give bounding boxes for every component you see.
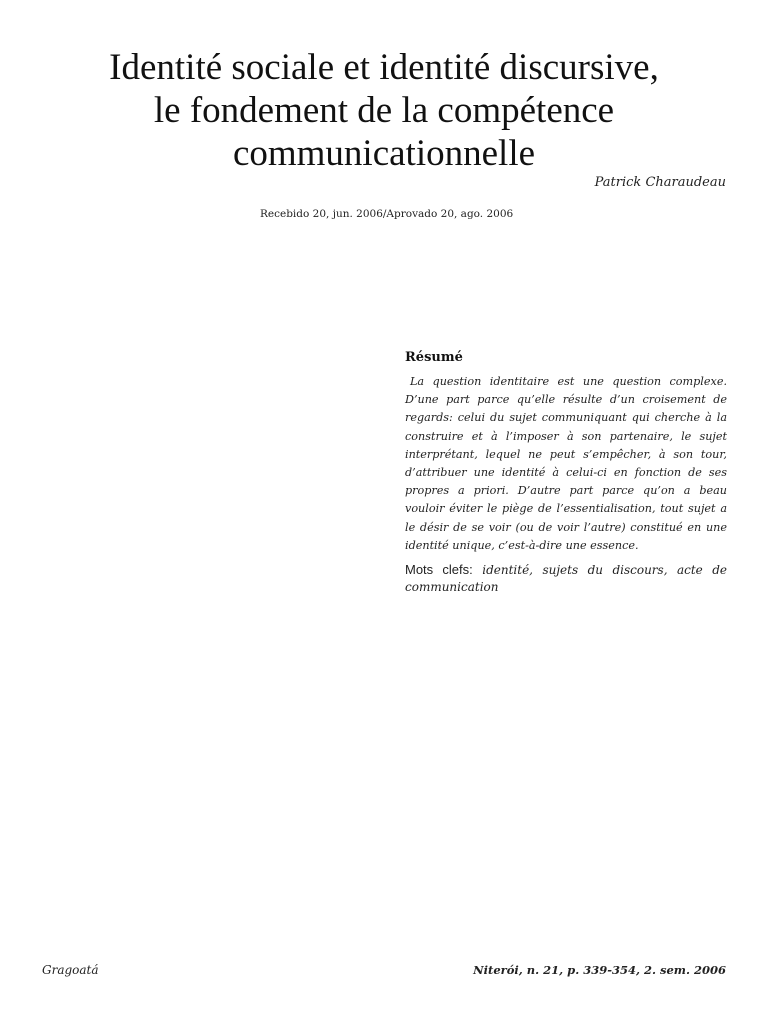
- keywords-label: Mots clefs:: [405, 562, 473, 578]
- footer-journal-name: Gragoatá: [42, 963, 99, 977]
- keywords-values: identité, sujets du discours, acte de communication: [405, 563, 727, 595]
- article-title-line: communicationnelle: [232, 133, 536, 174]
- abstract-heading: Résumé: [405, 350, 463, 365]
- received-approved-dates: Recebido 20, jun. 2006/Aprovado 20, ago. 2006: [260, 208, 514, 220]
- footer-citation: Niterói, n. 21, p. 339-354, 2. sem. 2006: [473, 963, 726, 977]
- keywords-paragraph: [405, 561, 727, 596]
- author-name: Patrick Charaudeau: [594, 175, 726, 190]
- abstract-section: [405, 350, 727, 596]
- article-title-line: le fondement de la compétence: [153, 90, 615, 131]
- article-title-line: Identité sociale et identité discursive,: [109, 47, 659, 88]
- article-title: [40, 46, 728, 175]
- abstract-text: La question identitaire est une question complexe. D’une part parce qu’elle résulte d’un croisement de regards: celui du sujet communiquant qui cherche à la construire et à l’imposer à son partenaire, le sujet interprétant, lequel ne peut s’empêcher, à son tour, d’attribuer une identité à celui-ci en fonction de ses propres a priori. D’autre part parce qu’on a beau vouloir éviter le piège de l’essentialisation, tout sujet a le désir de se voir (ou de voir l’autre) constitué en une identité unique, c’est-à-dire une essence.: [405, 375, 727, 552]
